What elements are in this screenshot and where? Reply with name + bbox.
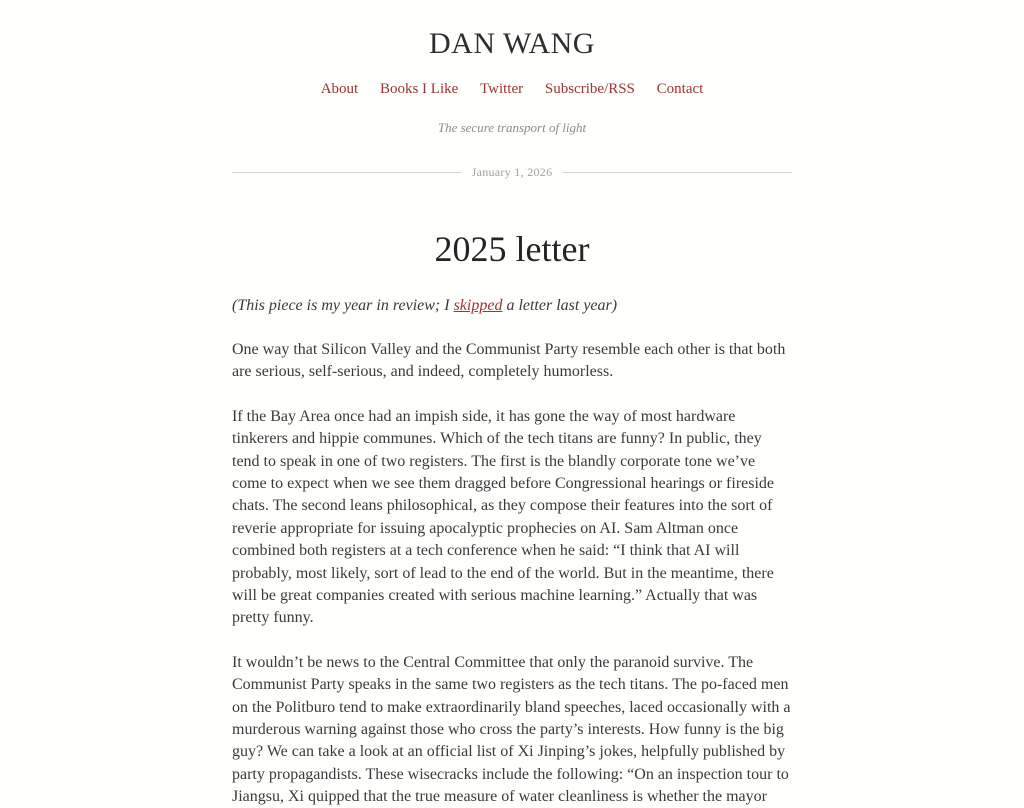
intro-text-after: a letter last year)	[502, 296, 618, 314]
site-nav	[232, 80, 792, 98]
post-article	[232, 229, 792, 808]
divider-line-right	[562, 172, 792, 173]
site-title: DAN WANG	[429, 27, 595, 60]
post-title: 2025 letter	[434, 229, 590, 270]
divider-line-left	[232, 172, 462, 173]
nav-link-books-i-like[interactable]: Books I Like	[379, 81, 459, 97]
intro-text-before: (This piece is my year in review; I	[232, 296, 454, 314]
post-intro	[232, 295, 792, 317]
nav-link-subscribe-rss[interactable]: Subscribe/RSS	[544, 81, 635, 97]
skipped-link[interactable]: skipped	[453, 296, 503, 314]
paragraph-3: It wouldn’t be news to the Central Committee that only the paranoid survive. The Communist Party speaks in the same two registers as the tech titans. The po-faced men on the Politburo tend to make extraordinarily bland speeches, laced occasionally with a murderous warning against those who cross the party’s interests. How funny is the big guy? We can take a look at an official list of Xi Jinping’s jokes, helpfully published by party propagandists. These wisecracks include the following: “On an inspection tour to Jiangsu, Xi quipped that the true measure of water cleanliness is whether the mayor	[232, 653, 791, 806]
paragraph-1: One way that Silicon Valley and the Communist Party resemble each other is that both are serious, self-serious, and indeed, completely humorless.	[232, 341, 786, 381]
nav-link-twitter[interactable]: Twitter	[480, 81, 524, 97]
nav-link-about[interactable]: About	[320, 81, 359, 97]
date-divider	[232, 166, 792, 179]
page	[232, 0, 792, 808]
nav-link-contact[interactable]: Contact	[656, 81, 704, 97]
paragraph-2: If the Bay Area once had an impish side, it has gone the way of most hardware tinkerers and hippie communes. Which of the tech titans are funny? In public, they tend to speak in one of two registers. The first is the blandly corporate tone we’ve come to expect when we see them dragged before Congressional hearings or fireside chats. The second leans philosophical, as they compose their features into the sort of reverie appropriate for issuing apocalyptic prophecies on AI. Sam Altman once combined both registers at a tech conference when he said: “I think that AI will probably, most likely, sort of lead to the end of the world. But in the meantime, there will be great companies created with serious machine learning.” Actually that was pretty funny.	[232, 407, 775, 627]
post-date: January 1, 2026	[471, 165, 553, 180]
site-header	[232, 0, 792, 136]
site-tagline: The secure transport of light	[437, 120, 587, 135]
